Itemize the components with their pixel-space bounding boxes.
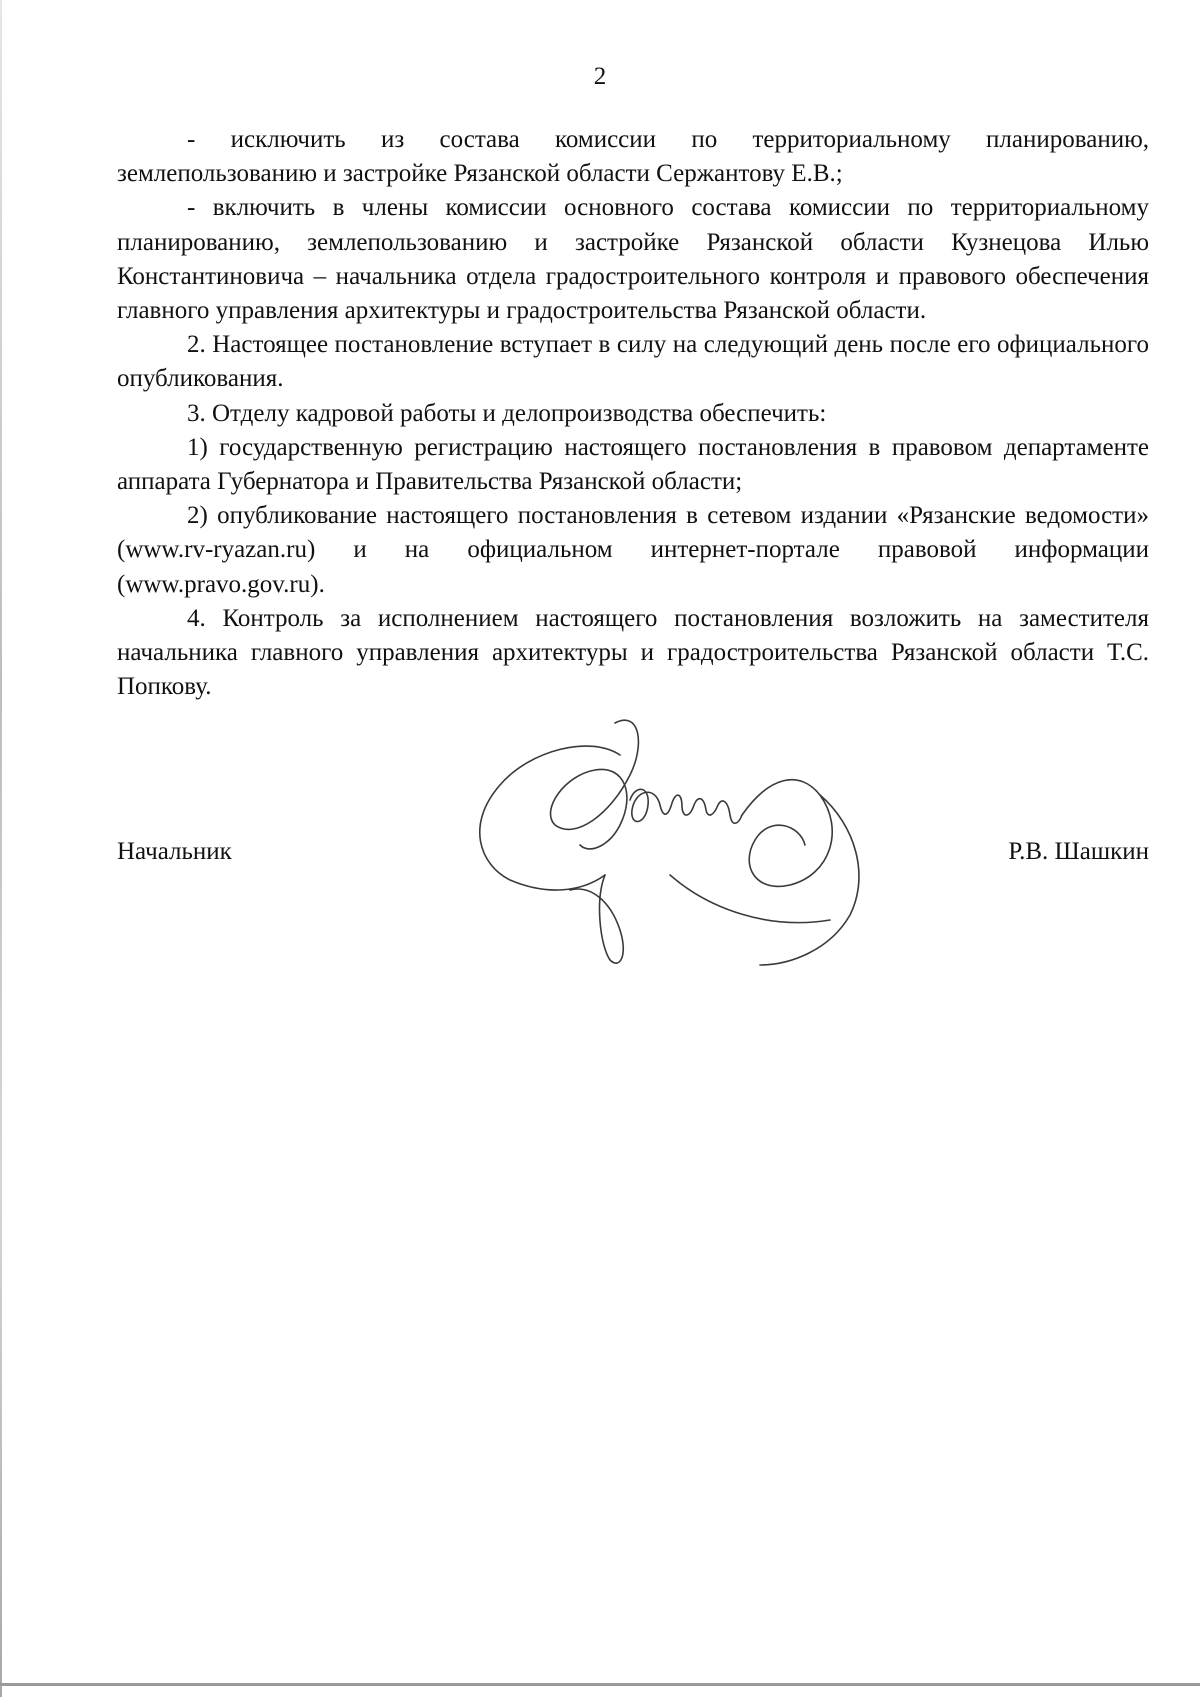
document-body — [117, 123, 1149, 704]
paragraph-effective-date: 2. Настоящее постановление вступает в силу на следующий день после его официального опубликования. — [117, 331, 1149, 393]
signatory-name: Р.В. Шашкин — [1008, 838, 1149, 865]
paragraph-include-member: - включить в члены комиссии основного состава комиссии по территориальному планированию, землепользованию и застройке Рязанской области Кузнецова Илью Константиновича – начальника отдела градостроительного контроля и правового обеспечения главного управления архитектуры и градостроительства Рязанской области. — [117, 194, 1149, 325]
paragraph-hr-department: 3. Отделу кадровой работы и делопроизводства обеспечить: — [187, 399, 827, 427]
paragraph-control: 4. Контроль за исполнением настоящего постановления возложить на заместителя начальника главного управления архитектуры и градостроительства Рязанской области Т.С. Попкову. — [117, 604, 1149, 701]
signature-block — [117, 835, 1149, 875]
page-number: 2 — [593, 63, 607, 90]
paragraph-publication: 2) опубликование настоящего постановления в сетевом издании «Рязанские ведомости» (www.rv-ryazan.ru) и на официальном интернет-портале правовой информации (www.pravo.gov.ru). — [117, 502, 1149, 598]
scan-edge-left — [0, 0, 2, 1697]
paragraph-exclude-member: - исключить из состава комиссии по территориальному планированию, землепользованию и застройке Рязанской области Сержантову Е.В.; — [117, 126, 1149, 188]
signatory-position: Начальник — [117, 838, 232, 865]
paragraph-registration: 1) государственную регистрацию настоящего постановления в правовом департаменте аппарата Губернатора и Правительства Рязанской области; — [117, 433, 1149, 496]
scan-edge-bottom — [0, 1683, 1200, 1686]
